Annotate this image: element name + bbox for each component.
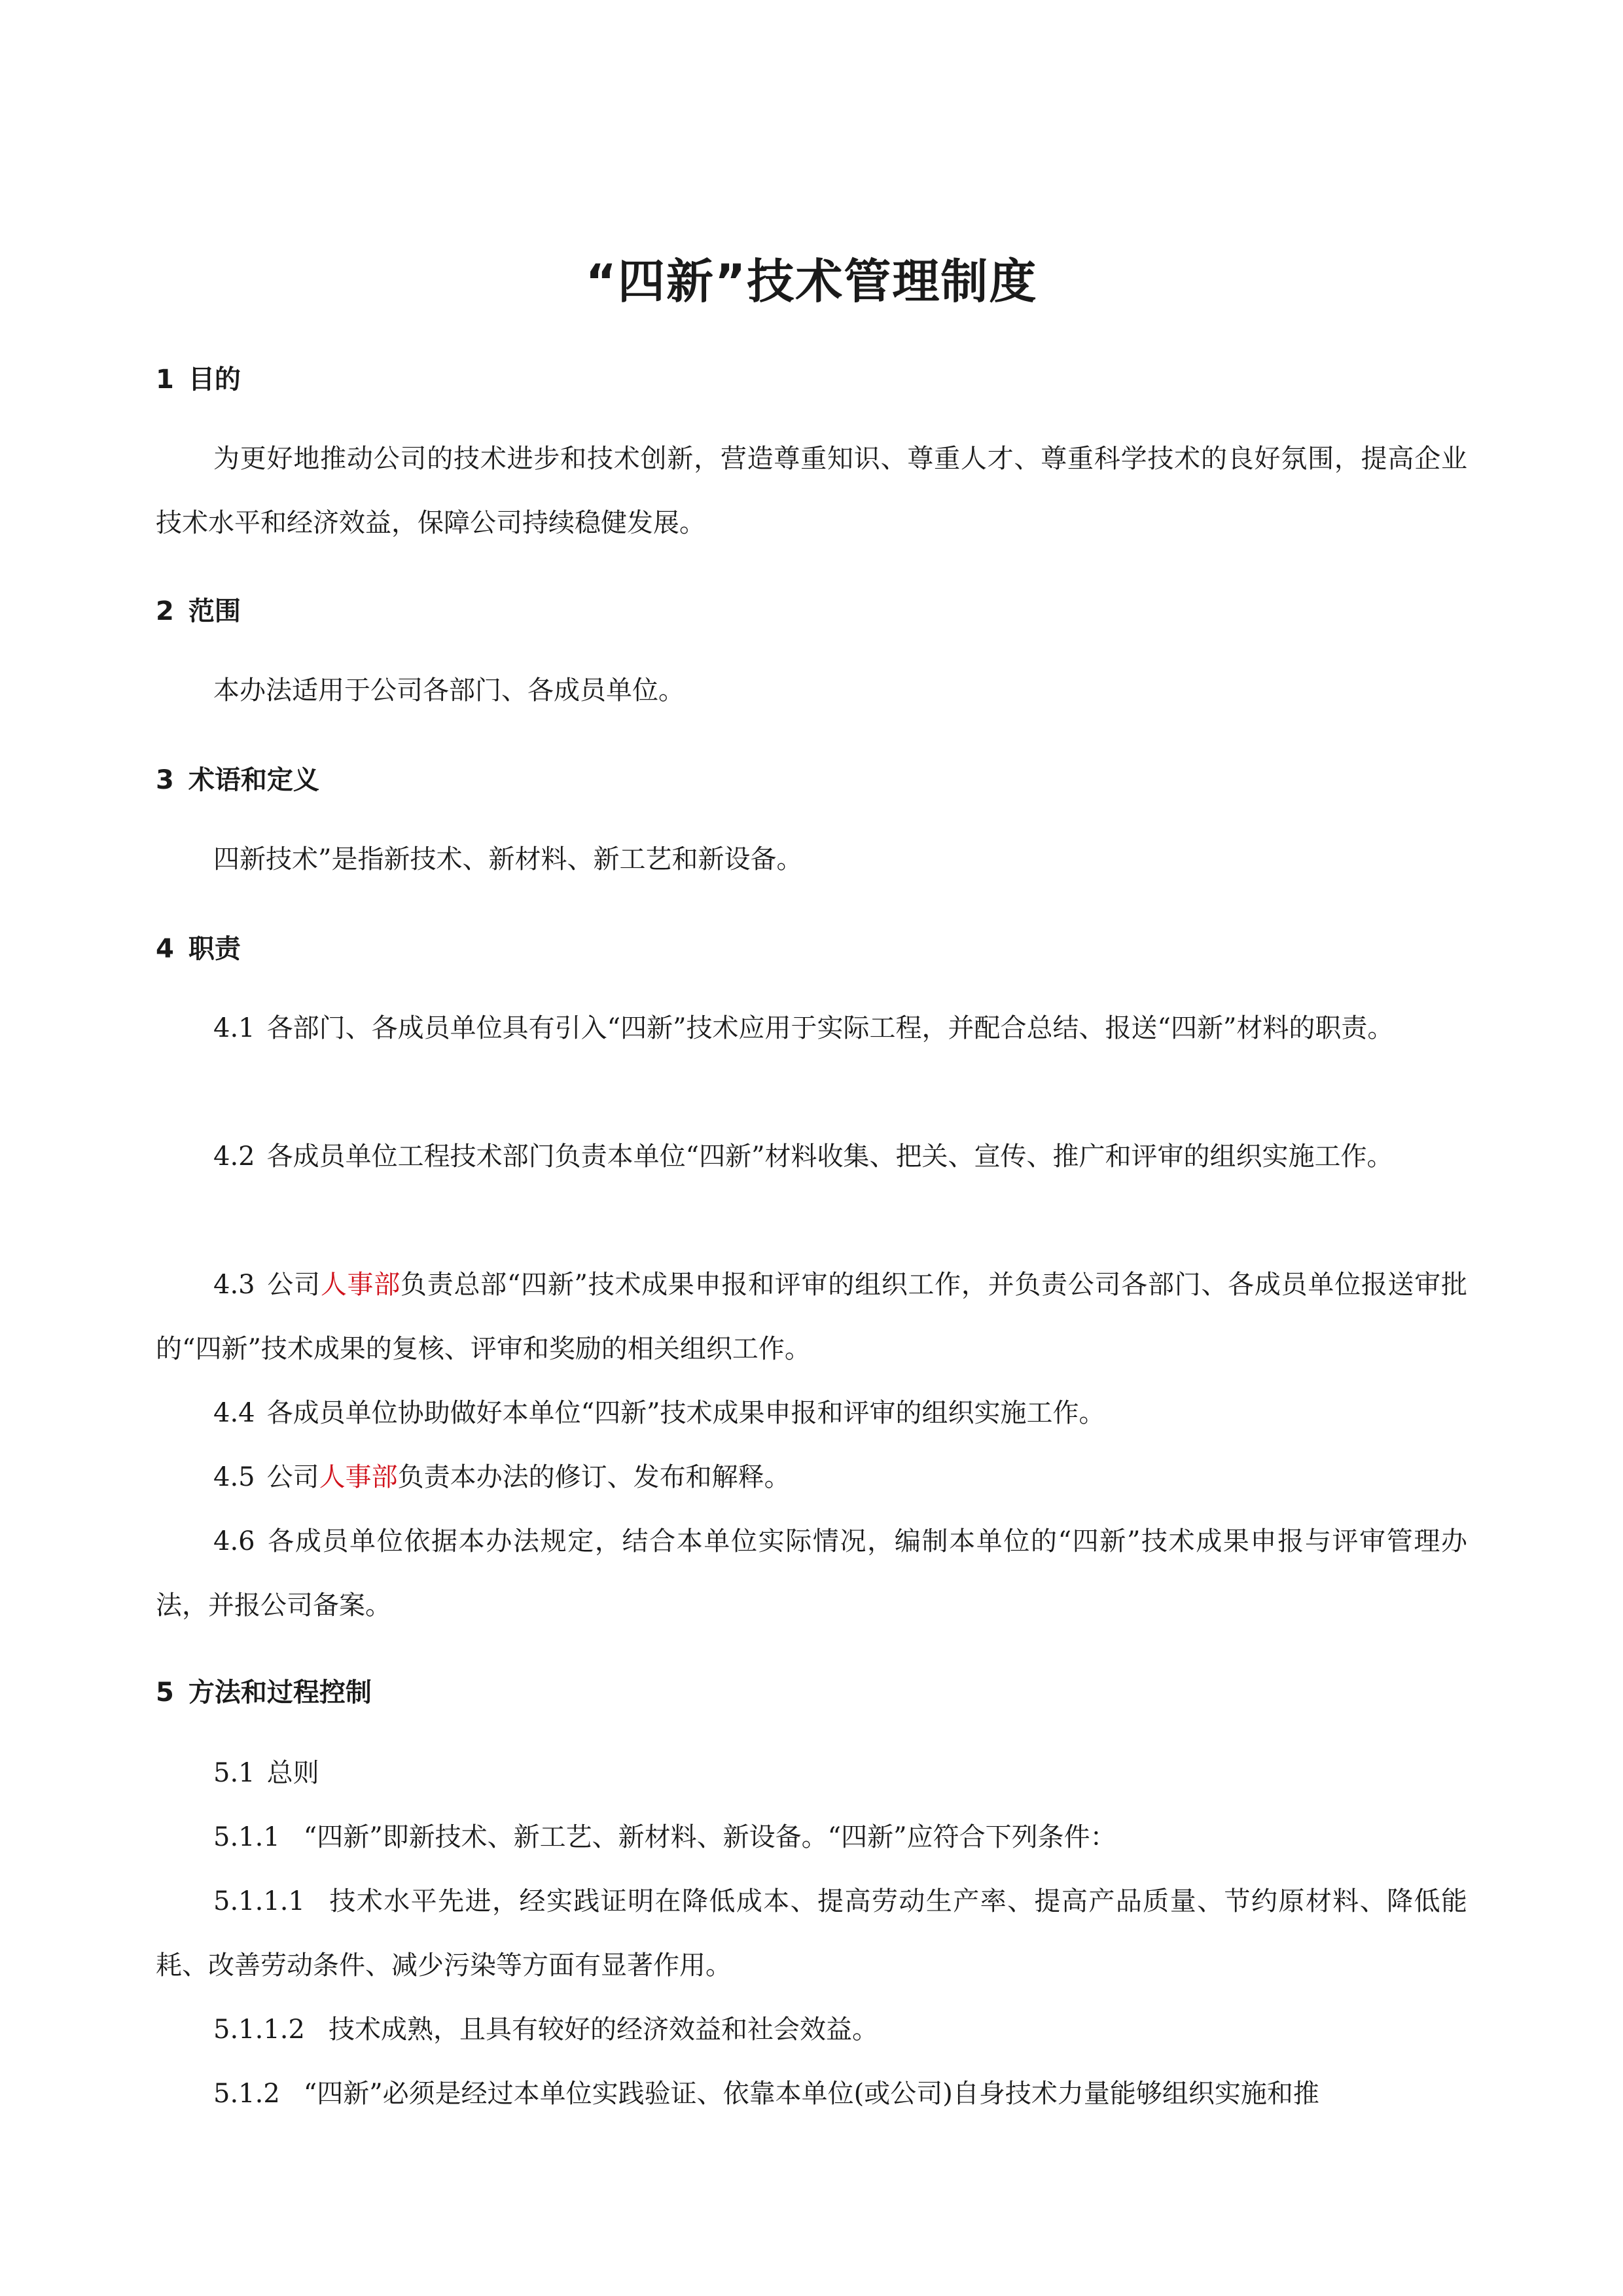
list-item xyxy=(156,1445,1467,1509)
section-heading-1 xyxy=(156,359,241,396)
item-text: 各成员单位工程技术部门负责本单位“四新”材料收集、把关、宣传、推广和评审的组织实施工作。 xyxy=(266,1141,1393,1172)
item-label: 4.3 xyxy=(213,1270,255,1300)
list-item xyxy=(156,1253,1467,1381)
item-label: 5.1 xyxy=(213,1758,255,1788)
highlighted-department: 人事部 xyxy=(320,1270,401,1300)
list-item xyxy=(156,1124,1467,1189)
list-item xyxy=(156,996,1467,1060)
item-text-post: 负责总部“四新”技术成果申报和评审的组织工作，并负责公司各部门、各成员单位报送审批的“四新”技术成果的复核、评审和奖励的相关组织工作。 xyxy=(156,1270,1468,1364)
section-number: 3 xyxy=(156,765,174,795)
section-heading-5 xyxy=(156,1672,372,1709)
list-item xyxy=(156,1998,1467,2062)
section-number: 5 xyxy=(156,1677,174,1708)
item-label: 5.1.1.1 xyxy=(213,1886,305,1916)
section-heading-4 xyxy=(156,928,241,965)
item-label: 4.1 xyxy=(213,1013,255,1043)
list-item xyxy=(156,1381,1467,1445)
section-title: 目的 xyxy=(188,365,241,395)
list-item xyxy=(156,1741,1467,1805)
item-text: 各部门、各成员单位具有引入“四新”技术应用于实际工程，并配合总结、报送“四新”材料的职责。 xyxy=(266,1013,1394,1043)
item-label: 5.1.1 xyxy=(213,1822,280,1852)
item-label: 5.1.2 xyxy=(213,2079,280,2109)
item-text-post: 负责本办法的修订、发布和解释。 xyxy=(397,1462,791,1492)
section-paragraph: 本办法适用于公司各部门、各成员单位。 xyxy=(213,675,685,706)
item-text-pre: 公司 xyxy=(266,1270,321,1300)
item-text: 总则 xyxy=(266,1758,319,1788)
section-number: 1 xyxy=(156,365,174,395)
list-item xyxy=(156,1509,1467,1638)
list-item xyxy=(156,2062,1467,2126)
item-label: 4.4 xyxy=(213,1398,255,1428)
item-label: 4.5 xyxy=(213,1462,255,1492)
section-title: 职责 xyxy=(188,934,241,964)
item-text: 技术成熟，且具有较好的经济效益和社会效益。 xyxy=(328,2015,878,2045)
item-text: “四新”即新技术、新工艺、新材料、新设备。“四新”应符合下列条件： xyxy=(303,1822,1116,1852)
item-text: 各成员单位依据本办法规定，结合本单位实际情况，编制本单位的“四新”技术成果申报与评审管理办法，并报公司备案。 xyxy=(156,1526,1467,1621)
section-heading-2 xyxy=(156,590,241,628)
section-paragraph: 为更好地推动公司的技术进步和技术创新，营造尊重知识、尊重人才、尊重科学技术的良好氛围，提高企业技术水平和经济效益，保障公司持续稳健发展。 xyxy=(156,444,1467,538)
item-label: 4.6 xyxy=(213,1526,255,1556)
section-number: 4 xyxy=(156,934,174,964)
item-text: “四新”必须是经过本单位实践验证、依靠本单位(或公司)自身技术力量能够组织实施和推 xyxy=(303,2079,1319,2109)
section-number: 2 xyxy=(156,596,174,626)
section-paragraph: 四新技术”是指新技术、新材料、新工艺和新设备。 xyxy=(213,844,803,874)
item-label: 4.2 xyxy=(213,1141,255,1172)
highlighted-department: 人事部 xyxy=(319,1462,398,1492)
document-title: “四新”技术管理制度 xyxy=(585,254,1038,309)
item-text: 技术水平先进，经实践证明在降低成本、提高劳动生产率、提高产品质量、节约原材料、降低能耗、改善劳动条件、减少污染等方面有显著作用。 xyxy=(156,1886,1467,1981)
section-title: 术语和定义 xyxy=(188,765,319,795)
section-title: 范围 xyxy=(188,596,241,626)
section-heading-3 xyxy=(156,759,319,797)
item-text-pre: 公司 xyxy=(266,1462,319,1492)
item-label: 5.1.1.2 xyxy=(213,2015,305,2045)
item-text: 各成员单位协助做好本单位“四新”技术成果申报和评审的组织实施工作。 xyxy=(266,1398,1105,1428)
list-item xyxy=(156,1805,1467,1869)
section-title: 方法和过程控制 xyxy=(188,1677,372,1708)
list-item xyxy=(156,1869,1467,1998)
